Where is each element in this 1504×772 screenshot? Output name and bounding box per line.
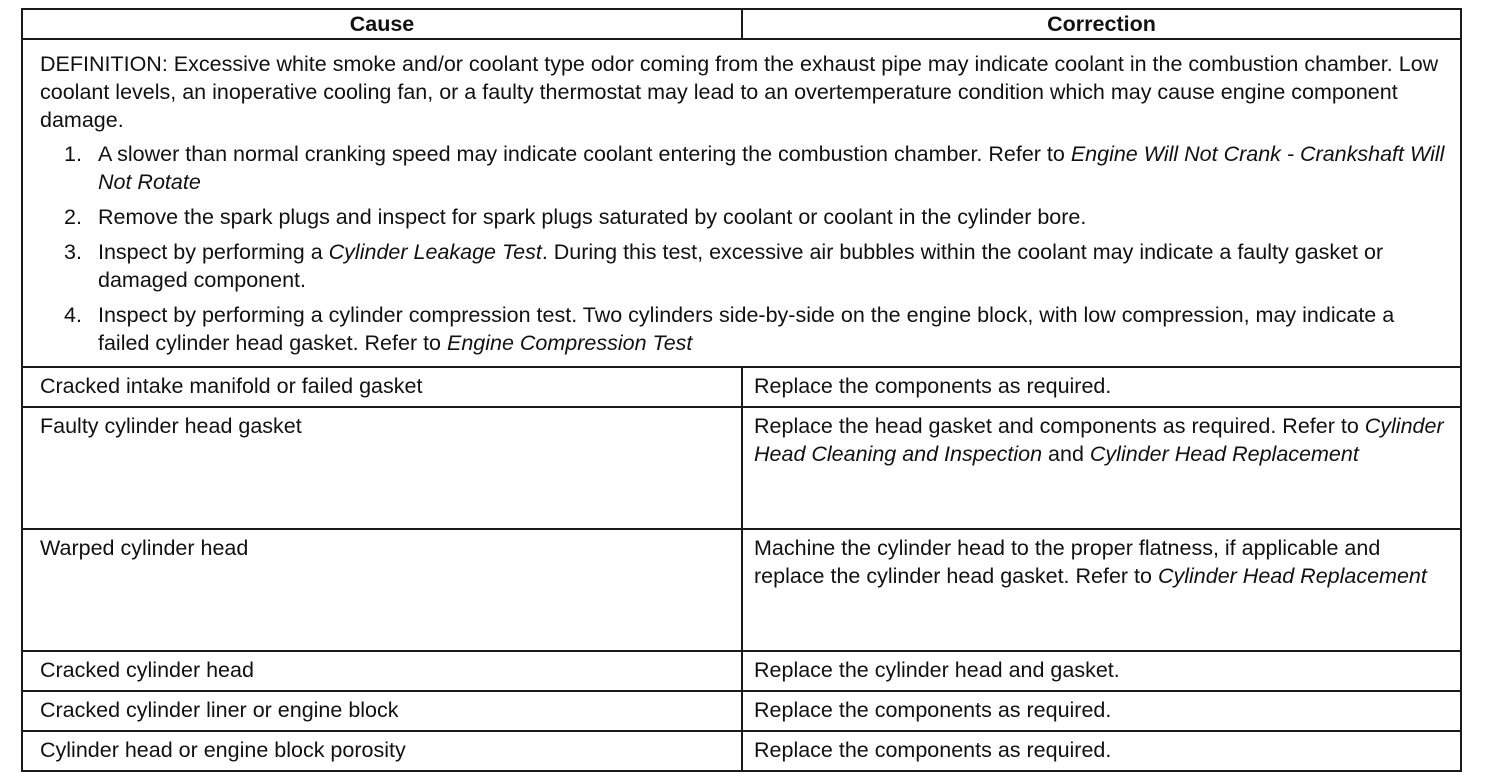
correction-cell: [742, 367, 1461, 407]
diagnostic-table-container: [21, 8, 1460, 772]
correction-text: Replace the components as required.: [754, 698, 1112, 722]
step-text: Inspect by performing a cylinder compression test. Two cylinders side-by-side on the engine block, with low compression, may indicate a failed cylinder head gasket. Refer to: [98, 303, 1395, 355]
correction-header: Correction: [742, 9, 1461, 39]
step-number: 3.: [64, 240, 82, 264]
step-reference: Engine Will Not Crank - Crankshaft Will Not Rotate: [98, 142, 1445, 194]
diagnostic-table: [21, 8, 1462, 772]
correction-reference: Cylinder Head Replacement: [1089, 442, 1359, 466]
step-number: 2.: [64, 205, 82, 229]
correction-text: Replace the components as required.: [754, 374, 1112, 398]
table-row: [22, 407, 1461, 529]
table-row: [22, 651, 1461, 691]
correction-text: Replace the components as required.: [754, 738, 1112, 762]
header-row: [22, 9, 1461, 39]
correction-text: and: [1042, 442, 1090, 466]
table-row: [22, 529, 1461, 651]
cause-cell: Cracked cylinder liner or engine block: [22, 691, 742, 731]
cause-cell: Cracked cylinder head: [22, 651, 742, 691]
cause-header: Cause: [22, 9, 742, 39]
correction-cell: [742, 731, 1461, 771]
cause-cell: Faulty cylinder head gasket: [22, 407, 742, 529]
cause-cell: Warped cylinder head: [22, 529, 742, 651]
correction-text: Machine the cylinder head to the proper flatness, if applicable and replace the cylinder head gasket. Refer to: [754, 536, 1381, 588]
correction-cell: [742, 529, 1461, 651]
cause-cell: Cylinder head or engine block porosity: [22, 731, 742, 771]
step-item: [40, 203, 1446, 231]
steps-list: [40, 140, 1446, 357]
cause-cell: Cracked intake manifold or failed gasket: [22, 367, 742, 407]
step-text: Inspect by performing a: [98, 240, 329, 264]
step-number: 1.: [64, 142, 82, 166]
step-item: [40, 301, 1446, 357]
step-text: A slower than normal cranking speed may indicate coolant entering the combustion chamber. Refer to: [98, 142, 1071, 166]
step-item: [40, 140, 1446, 196]
step-text: Remove the spark plugs and inspect for spark plugs saturated by coolant or coolant in the cylinder bore.: [98, 205, 1087, 229]
correction-cell: [742, 651, 1461, 691]
step-number: 4.: [64, 303, 82, 327]
step-item: [40, 238, 1446, 294]
correction-cell: [742, 691, 1461, 731]
definition-row: [22, 39, 1461, 367]
correction-text: Replace the head gasket and components as required. Refer to: [754, 414, 1365, 438]
table-row: [22, 367, 1461, 407]
definition-text: DEFINITION: Excessive white smoke and/or coolant type odor coming from the exhaust pipe may indicate coolant in the combustion chamber. Low coolant levels, an inoperative cooling fan, or a faulty thermostat may lead to an overtemperature condition which may cause engine component damage.: [40, 52, 1439, 132]
correction-reference: Cylinder Head Cleaning and Inspection: [754, 414, 1444, 466]
step-reference: Engine Compression Test: [446, 331, 693, 355]
definition-cell: [22, 39, 1461, 367]
table-row: [22, 691, 1461, 731]
correction-cell: [742, 407, 1461, 529]
step-reference: Cylinder Leakage Test: [328, 240, 542, 264]
correction-text: Replace the cylinder head and gasket.: [754, 658, 1120, 682]
table-row: [22, 731, 1461, 771]
correction-reference: Cylinder Head Replacement: [1157, 564, 1427, 588]
step-text-after: . During this test, excessive air bubbles within the coolant may indicate a faulty gasket or damaged component.: [98, 240, 1384, 292]
